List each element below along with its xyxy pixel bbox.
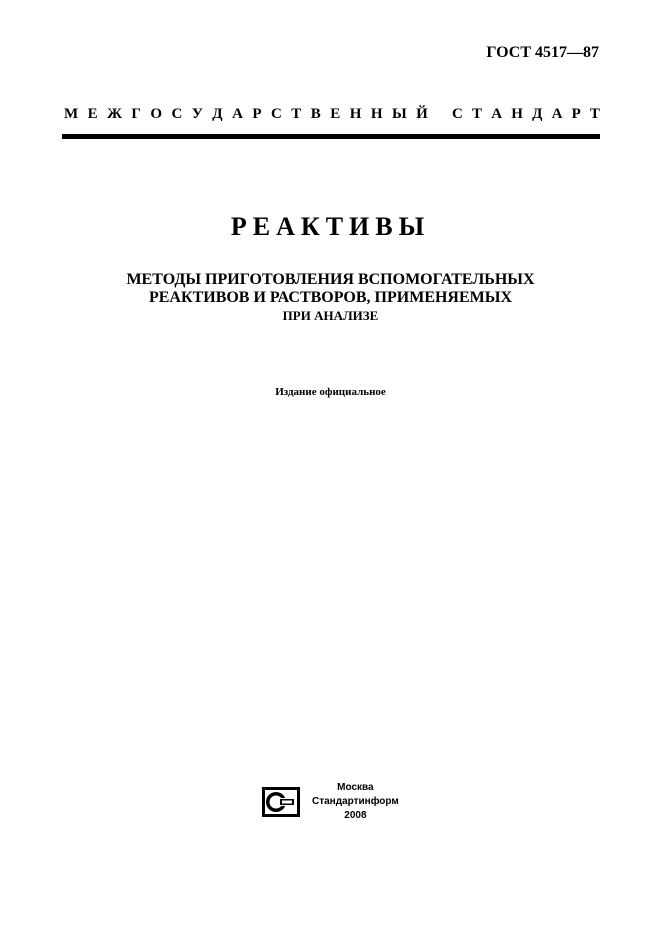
standard-number: ГОСТ 4517—87 xyxy=(486,44,599,61)
document-title: РЕАКТИВЫ xyxy=(230,212,431,241)
publisher-name: Стандартинформ xyxy=(312,796,399,807)
subtitle-line-1: МЕТОДЫ ПРИГОТОВЛЕНИЯ ВСПОМОГАТЕЛЬНЫХ xyxy=(126,271,535,288)
heading-letter: Г xyxy=(131,106,141,122)
heading-letter: М xyxy=(64,106,79,122)
heading-letter: О xyxy=(150,106,163,122)
heading-letter: В xyxy=(310,106,321,122)
heading-letter: С xyxy=(452,106,463,122)
heading-letter: Н xyxy=(349,106,362,122)
standard-word xyxy=(452,106,600,123)
interstate-standard-heading xyxy=(64,106,600,123)
heading-letter: Й xyxy=(416,106,428,122)
heading-letter: С xyxy=(270,106,282,122)
heading-letter: Р xyxy=(252,106,262,122)
heading-letter: Ж xyxy=(107,106,122,122)
heading-letter: Н xyxy=(511,106,523,122)
subtitle-line-2: РЕАКТИВОВ И РАСТВОРОВ, ПРИМЕНЯЕМЫХ xyxy=(148,289,513,306)
heading-letter: А xyxy=(491,106,503,122)
publisher-city: Москва xyxy=(337,782,374,793)
heading-letter: Н xyxy=(370,106,383,122)
publisher-year: 2008 xyxy=(344,810,367,821)
heading-letter: А xyxy=(232,106,243,122)
heading-letter: Е xyxy=(87,106,98,122)
heading-letter: Т xyxy=(589,106,600,122)
heading-letter: Д xyxy=(532,106,543,122)
header-rule xyxy=(62,134,600,139)
heading-letter: Д xyxy=(212,106,223,122)
heading-letter: Е xyxy=(330,106,341,122)
subtitle-line-3: ПРИ АНАЛИЗЕ xyxy=(282,308,379,323)
standartinform-logo-icon xyxy=(262,787,300,817)
heading-letter: Ы xyxy=(391,106,407,122)
heading-letter: Т xyxy=(472,106,483,122)
publisher-block xyxy=(262,781,399,823)
heading-letter: С xyxy=(171,106,183,122)
interstate-word xyxy=(64,106,428,123)
publisher-text xyxy=(312,781,399,823)
heading-letter: А xyxy=(551,106,563,122)
heading-letter: У xyxy=(191,106,203,122)
heading-letter: Р xyxy=(571,106,581,122)
heading-letter: Т xyxy=(291,106,302,122)
document-subtitle xyxy=(0,271,661,324)
edition-note: Издание официальное xyxy=(275,386,386,398)
